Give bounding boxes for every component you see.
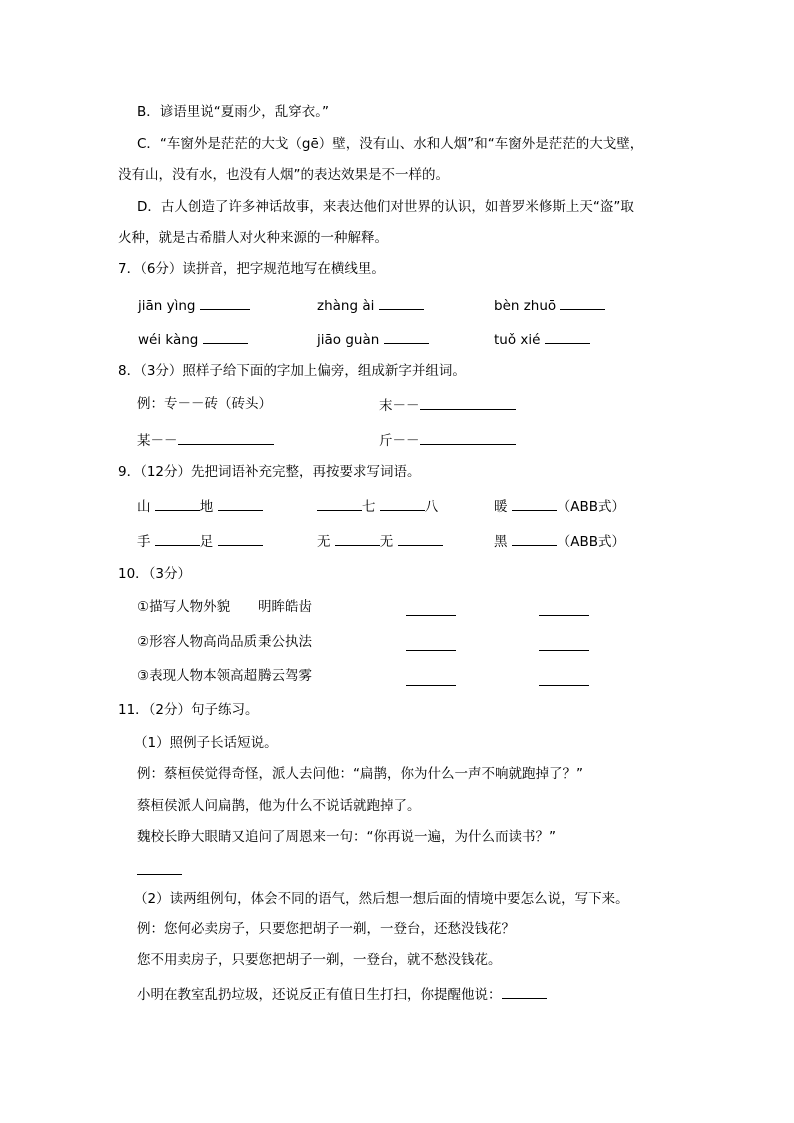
q9-row — [317, 496, 438, 516]
q7-item — [494, 329, 590, 349]
q9-row — [137, 496, 263, 516]
option-d-line2: 火种，就是古希腊人对火种来源的一种解释。 — [118, 230, 388, 246]
q9-format: （ABB式） — [556, 499, 626, 515]
q11-part1-answer: 蔡桓侯派人问扁鹊，他为什么不说话就跑掉了。 — [137, 798, 421, 814]
answer-blank[interactable] — [539, 601, 589, 616]
q7-item — [494, 295, 605, 315]
answer-blank[interactable] — [137, 860, 182, 875]
pinyin: wéi kàng — [138, 332, 199, 348]
q9-row — [494, 496, 625, 516]
q8-item — [379, 395, 516, 415]
answer-blank[interactable] — [380, 496, 425, 511]
answer-blank[interactable] — [335, 531, 380, 546]
q10-item-label: ③表现人物本领高超 — [137, 668, 258, 684]
q10-item-label: ①描写人物外貌 — [137, 599, 231, 615]
answer-blank[interactable] — [200, 295, 250, 310]
q9-char: 山 — [137, 499, 151, 515]
q11-part2-question: 小明在教室乱扔垃圾，还说反正有值日生打扫，你提醒他说： — [137, 987, 502, 1003]
q11-title: 11．（2分）句子练习。 — [118, 702, 259, 718]
q9-char: 无 — [379, 534, 394, 550]
q9-char: 暖 — [494, 499, 508, 515]
answer-blank[interactable] — [420, 430, 516, 445]
answer-blank[interactable] — [406, 671, 456, 686]
q11-part1-question: 魏校长睁大眼睛又追问了周恩来一句：“你再说一遍，为什么而读书？” — [137, 829, 556, 845]
q9-format: （ABB式） — [556, 534, 626, 550]
option-d-line1: D．古人创造了许多神话故事，来表达他们对世界的认识，如普罗米修斯上天“盗”取 — [137, 199, 634, 215]
q8-char: 斤－－ — [379, 433, 420, 449]
answer-blank[interactable] — [539, 671, 589, 686]
q7-title: 7．（6分）读拼音，把字规范地写在横线里。 — [118, 261, 385, 277]
pinyin: tuǒ xié — [494, 332, 541, 348]
q8-item — [379, 430, 516, 450]
q8-item — [137, 430, 274, 450]
answer-blank[interactable] — [379, 295, 424, 310]
q11-part1-example: 例：蔡桓侯觉得奇怪，派人去问他：“扁鹊，你为什么一声不响就跑掉了？” — [137, 766, 583, 782]
answer-blank[interactable] — [545, 329, 590, 344]
q9-char: 足 — [199, 534, 214, 550]
q9-row — [317, 531, 443, 551]
q9-char: 地 — [199, 499, 214, 515]
answer-blank[interactable] — [155, 531, 200, 546]
q8-char: 末－－ — [379, 398, 420, 414]
q8-example: 例：专－－砖（砖头） — [137, 396, 272, 412]
answer-blank[interactable] — [406, 636, 456, 651]
pinyin: jiān yìng — [138, 298, 196, 314]
q9-row — [494, 531, 625, 551]
pinyin: jiāo guàn — [317, 332, 380, 348]
option-c-line2: 没有山，没有水，也没有人烟”的表达效果是不一样的。 — [118, 167, 449, 183]
q11-part1-title: （1）照例子长话短说。 — [134, 735, 278, 751]
answer-blank[interactable] — [512, 531, 557, 546]
answer-blank[interactable] — [155, 496, 200, 511]
q10-title: 10．（3分） — [118, 566, 192, 582]
q9-char: 黑 — [494, 534, 508, 550]
answer-blank[interactable] — [178, 430, 274, 445]
answer-blank[interactable] — [317, 496, 362, 511]
q11-part2-line — [137, 984, 547, 1004]
q10-item-label: ②形容人物高尚品质 — [137, 634, 258, 650]
q11-part2-answer: 您不用卖房子，只要您把胡子一剃，一登台，就不愁没钱花。 — [137, 952, 502, 968]
q9-char: 七 — [362, 499, 376, 515]
pinyin: zhàng ài — [317, 298, 375, 314]
q9-char: 八 — [424, 499, 439, 515]
answer-blank[interactable] — [512, 496, 557, 511]
q8-char: 某－－ — [137, 433, 178, 449]
option-b: B．谚语里说“夏雨少，乱穿衣。” — [137, 104, 329, 120]
answer-blank[interactable] — [406, 601, 456, 616]
q10-item-example: 腾云驾雾 — [258, 668, 312, 684]
q7-item — [138, 329, 248, 349]
answer-blank[interactable] — [218, 531, 263, 546]
answer-blank[interactable] — [539, 636, 589, 651]
answer-blank[interactable] — [560, 295, 605, 310]
q7-item — [317, 329, 429, 349]
q10-item-example: 明眸皓齿 — [258, 599, 312, 615]
q10-item-example: 秉公执法 — [258, 634, 312, 650]
q7-item — [138, 295, 250, 315]
answer-blank[interactable] — [203, 329, 248, 344]
answer-blank[interactable] — [218, 496, 263, 511]
answer-blank[interactable] — [384, 329, 429, 344]
option-c-line1: C．“车窗外是茫茫的大戈（gē）壁，没有山、水和人烟”和“车窗外是茫茫的大戈壁， — [137, 136, 644, 152]
q11-part2-example: 例：您何必卖房子，只要您把胡子一剃，一登台，还愁没钱花？ — [137, 921, 515, 937]
q8-title: 8．（3分）照样子给下面的字加上偏旁，组成新字并组词。 — [118, 363, 466, 379]
answer-blank[interactable] — [398, 531, 443, 546]
q11-part2-title: （2）读两组例句，体会不同的语气，然后想一想后面的情境中要怎么说，写下来。 — [134, 891, 629, 907]
q9-char: 无 — [317, 534, 331, 550]
q9-char: 手 — [137, 534, 151, 550]
q7-item — [317, 295, 424, 315]
pinyin: bèn zhuō — [494, 298, 557, 314]
q9-title: 9．（12分）先把词语补充完整，再按要求写词语。 — [118, 464, 421, 480]
answer-blank[interactable] — [420, 395, 516, 410]
q9-row — [137, 531, 263, 551]
answer-blank[interactable] — [502, 984, 547, 999]
